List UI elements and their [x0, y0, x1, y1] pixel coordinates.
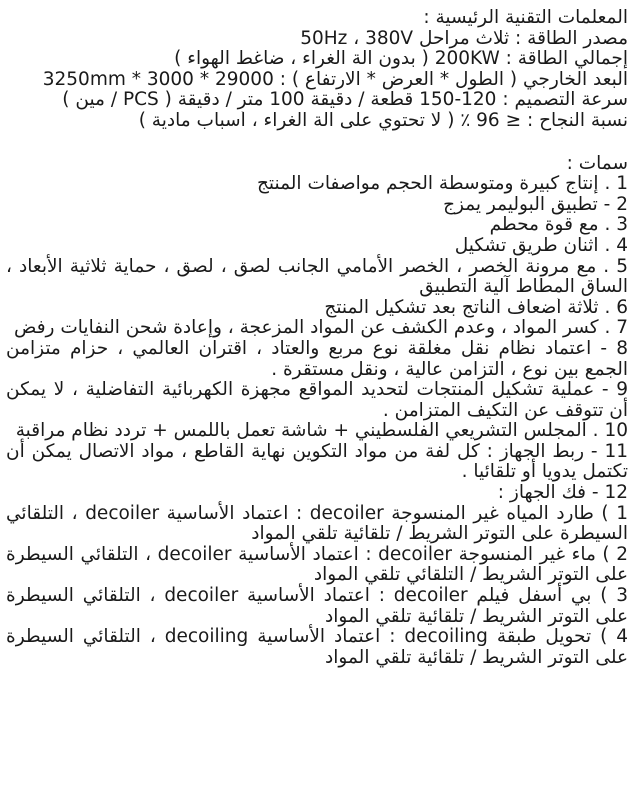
feature-item: 4 . اثنان طريق تشكيل	[454, 235, 628, 256]
feature-item: 2 - تطبيق البوليمر يمزج	[443, 194, 628, 215]
feature-item: 9 - عملية تشكيل المنتجات لتحديد المواقع مجهزة الكهربائية التفاضلية ، لا يمكن أن تتوقف عن التكيف المتزامن .	[6, 379, 628, 421]
spec-document	[6, 8, 628, 668]
feature-item: 7 . كسر المواد ، وعدم الكشف عن المواد المزعجة ، وإعادة شحن النفايات رفض	[14, 318, 628, 339]
total-power: إجمالي الطاقة : 200KW ( بدون آلة الغراء ، ضاغط الهواء )	[174, 49, 628, 70]
features-title: سمات :	[566, 153, 628, 174]
decoiler-item: 3 ) بي أسفل فيلم decoiler : اعتماد الأساسية decoiler ، التلقائي السيطرة على التوتر الشريط / تلقائية تلقي المواد	[6, 585, 629, 627]
section-spacer	[6, 132, 628, 154]
params-section	[6, 8, 628, 132]
feature-item: 5 . مع مرونة الخصر ، الخصر الأمامي الجانب لصق ، لصق ، حماية ثلاثية الأبعاد ، الساق المطاط آلية التطبيق	[6, 255, 628, 298]
feature-item: 12 - فك الجهاز :	[497, 483, 628, 504]
features-section	[6, 154, 628, 669]
feature-item: 8 - اعتماد نظام نقل مغلقة نوع مربع والعتاد ، اقتران العالمي ، حزام متزامن الجمع بين نوع ، التزامن عالية ، ونقل مستقرة .	[6, 337, 628, 380]
success-rate: نسبة النجاح : ≤ 96 ٪ ( لا تحتوي على آلة الغراء ، أسباب مادية )	[138, 110, 628, 131]
design-speed: سرعة التصميم : 120-150 قطعة / دقيقة 100 متر / دقيقة ( PCS / مين )	[62, 90, 628, 111]
feature-item: 1 . إنتاج كبيرة ومتوسطة الحجم مواصفات المنتج	[256, 174, 628, 195]
params-title: المعلمات التقنية الرئيسية :	[423, 8, 628, 28]
decoiler-item: 1 ) طارد المياه غير المنسوجة decoiler : اعتماد الأساسية decoiler ، التلقائي السيطرة على التوتر الشريط / تلقائية تلقي المواد	[6, 502, 629, 545]
feature-item: 11 - ربط الجهاز : كل لفة من مواد التكوين نهاية القاطع ، مواد الاتصال يمكن أن تكتمل يدويا أو تلقائيا .	[6, 440, 628, 483]
feature-item: 10 . المجلس التشريعي الفلسطيني + شاشة تعمل باللمس + تردد نظام مراقبة	[15, 421, 628, 442]
decoiler-item: 2 ) ماء غير المنسوجة decoiler : اعتماد الأساسية decoiler ، التلقائي السيطرة على التوتر الشريط / التلقائي تلقي المواد	[6, 543, 628, 586]
power-source: مصدر الطاقة : ثلاث مراحل 50Hz ، 380V	[300, 28, 628, 49]
decoiler-item: 4 ) تحويل طبقة decoiling : اعتماد الأساسية decoiling ، التلقائي السيطرة على التوتر الشريط / تلقائية تلقي المواد	[6, 626, 628, 668]
feature-item: 6 . ثلاثة أضعاف الناتج بعد تشكيل المنتج	[324, 297, 628, 318]
feature-item: 3 . مع قوة محطم	[489, 215, 628, 236]
external-dimensions: البعد الخارجي ( الطول * العرض * الارتفاع ) : 29000 * 3000 * 3250mm	[42, 69, 628, 90]
